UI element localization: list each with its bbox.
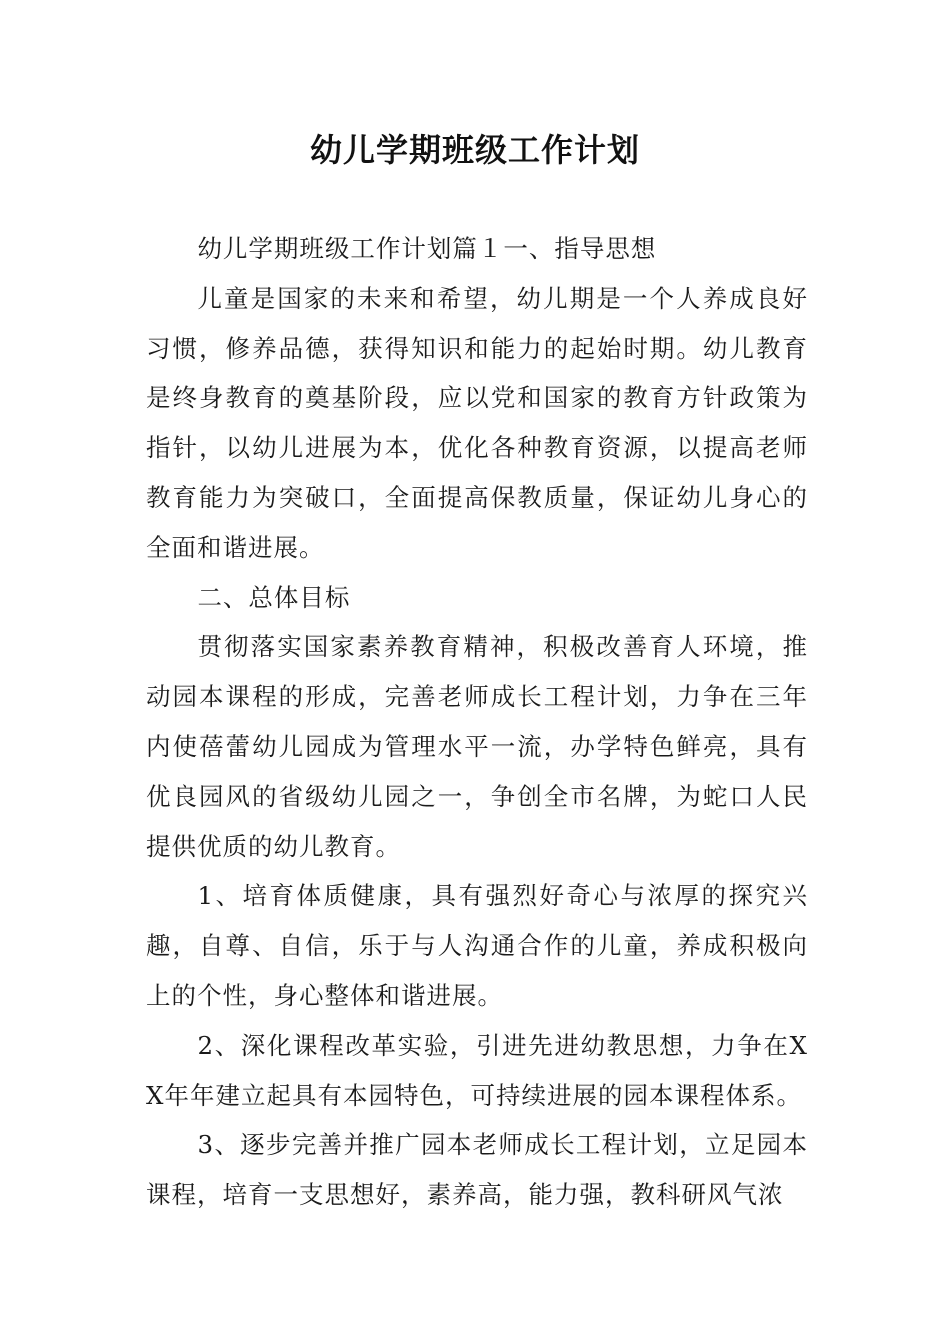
goal-item-3: 3、逐步完善并推广园本老师成长工程计划，立足园本课程，培育一支思想好，素养高，能力强，教科研风气浓 [146,1130,808,1210]
goal-item-1: 1、培育体质健康，具有强烈好奇心与浓厚的探究兴趣，自尊、自信，乐于与人沟通合作的儿童，养成积极向上的个性，身心整体和谐进展。 [146,881,808,1010]
paragraph-overall-goals: 贯彻落实国家素养教育精神，积极改善育人环境，推动园本课程的形成，完善老师成长工程计划，力争在三年内使蓓蕾幼儿园成为管理水平一流，办学特色鲜亮，具有优良园风的省级幼儿园之一，争创全市名牌，为蛇口人民提供优质的幼儿教育。 [146,632,808,861]
paragraph-guiding-ideology: 儿童是国家的未来和希望，幼儿期是一个人养成良好习惯，修养品德，获得知识和能力的起始时期。幼儿教育是终身教育的奠基阶段，应以党和国家的教育方针政策为指针，以幼儿进展为本，优化各种教育资源，以提高老师教育能力为突破口，全面提高保教质量，保证幼儿身心的全面和谐进展。 [146,283,808,562]
goal-item-2: 2、深化课程改革实验，引进先进幼教思想，力争在XX年年建立起具有本园特色，可持续进展的园本课程体系。 [146,1030,808,1110]
section-heading-overall-goals: 二、总体目标 [197,582,351,612]
document-title: 幼儿学期班级工作计划 [309,131,640,169]
document-body [146,224,808,1220]
section-heading-guiding-ideology: 幼儿学期班级工作计划篇１一、指导思想 [197,234,657,263]
